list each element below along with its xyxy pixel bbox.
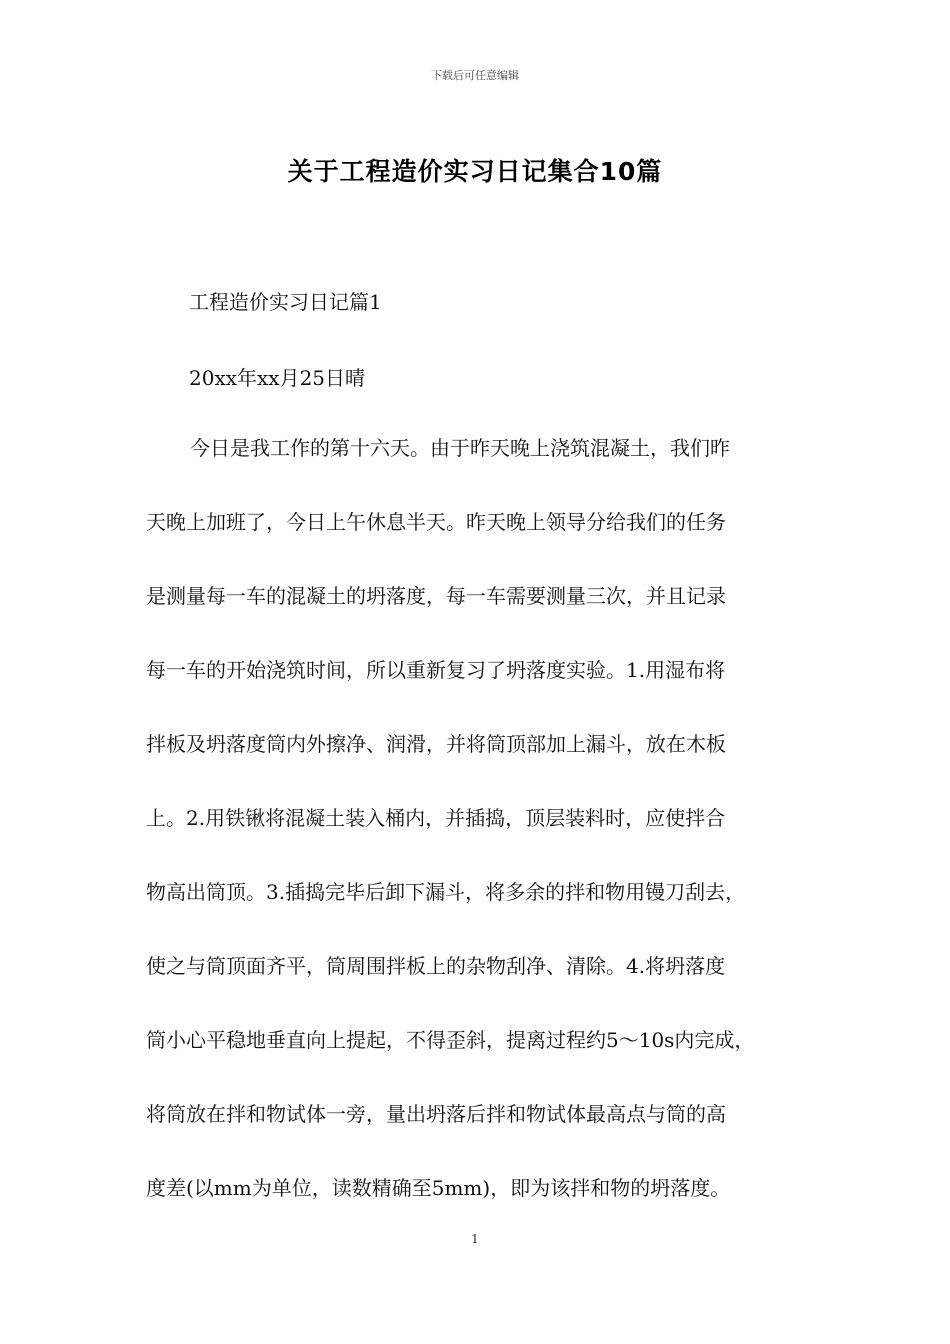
body-line: 物高出筒顶。3.插捣完毕后卸下漏斗，将多余的拌和物用镘刀刮去， — [146, 880, 746, 904]
body-line: 使之与筒顶面齐平，筒周围拌板上的杂物刮净、清除。4.将坍落度 — [146, 954, 726, 978]
header-note: 下载后可任意编辑 — [431, 69, 519, 82]
diary-date: 20xx年xx月25日晴 — [189, 366, 366, 390]
body-line: 每一车的开始浇筑时间，所以重新复习了坍落度实验。1.用湿布将 — [146, 658, 726, 682]
page-number: 1 — [471, 1232, 479, 1246]
body-line: 将筒放在拌和物试体一旁，量出坍落后拌和物试体最高点与筒的高 — [146, 1102, 726, 1126]
body-line: 度差(以mm为单位，读数精确至5mm)，即为该拌和物的坍落度。 — [146, 1176, 731, 1200]
body-line: 上。2.用铁锹将混凝土装入桶内，并插捣，顶层装料时，应使拌合 — [146, 806, 726, 830]
body-line: 今日是我工作的第十六天。由于昨天晚上浇筑混凝土，我们昨 — [190, 436, 730, 460]
body-line: 是测量每一车的混凝土的坍落度，每一车需要测量三次，并且记录 — [146, 584, 726, 608]
body-line: 天晚上加班了，今日上午休息半天。昨天晚上领导分给我们的任务 — [146, 510, 726, 534]
body-line: 筒小心平稳地垂直向上提起，不得歪斜，提离过程约5～10s内完成， — [146, 1028, 755, 1052]
document-title: 关于工程造价实习日记集合10篇 — [287, 157, 663, 186]
section-heading: 工程造价实习日记篇1 — [189, 290, 382, 314]
body-paragraph — [146, 428, 810, 1242]
body-line: 拌板及坍落度筒内外擦净、润滑，并将筒顶部加上漏斗，放在木板 — [146, 732, 726, 756]
